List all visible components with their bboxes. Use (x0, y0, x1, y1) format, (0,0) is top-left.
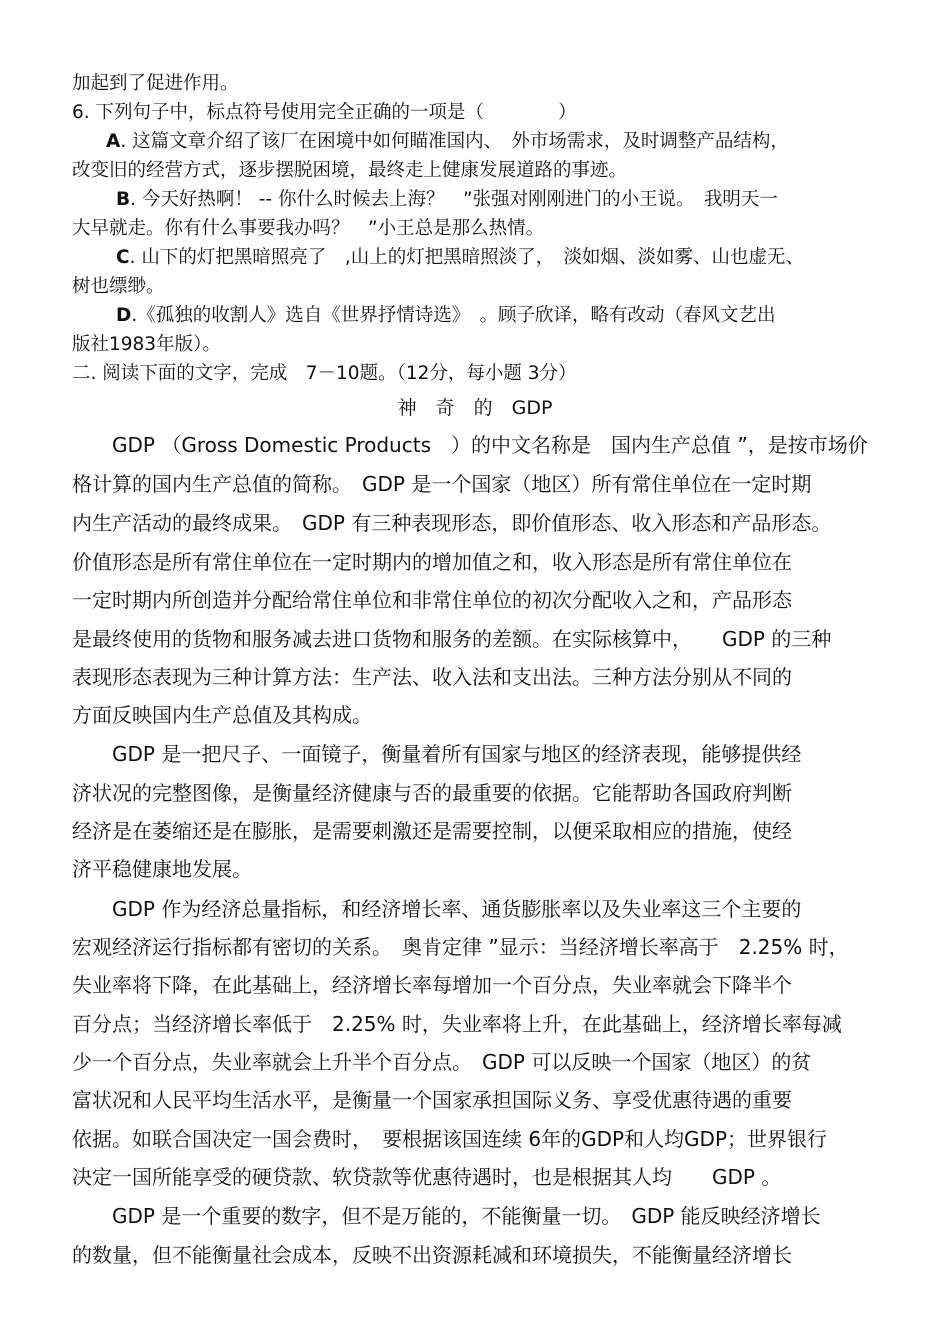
paragraph-4-line: 的数量，但不能衡量社会成本，反映不出资源耗减和环境损失，不能衡量经济增长 (72, 1243, 792, 1267)
option-b-line2: 大早就走。你有什么事要我办吗？ ”小王总是那么热情。 (72, 218, 545, 239)
option-c (116, 246, 804, 270)
paragraph-1-line: 是最终使用的货物和服务减去进口货物和服务的差额。在实际核算中， GDP 的三种 (72, 627, 832, 651)
option-a-line2: 改变旧的经营方式，逐步摆脱困境，最终走上健康发展道路的事迹。 (72, 160, 628, 181)
paragraph-1-line: 一定时期内所创造并分配给常住单位和非常住单位的初次分配收入之和，产品形态 (72, 588, 792, 612)
paragraph-2-line: GDP 是一把尺子、一面镜子，衡量着所有国家与地区的经济表现，能够提供经 (72, 742, 802, 766)
paragraph-2-line: 济状况的完整图像，是衡量经济健康与否的最重要的依据。它能帮助各国政府判断 (72, 781, 792, 805)
option-a-text: . 这篇文章介绍了该厂在困境中如何瞄准国内、 外市场需求，及时调整产品结构， (120, 131, 789, 152)
paragraph-3-line: 决定一国所能享受的硬贷款、软贷款等优惠待遇时，也是根据其人均 GDP 。 (72, 1165, 782, 1189)
option-c-letter: C (116, 247, 130, 268)
paragraph-1-line: 内生产活动的最终成果。 GDP 有三种表现形态，即价值形态、收入形态和产品形态。 (72, 511, 832, 535)
option-b-text: . 今天好热啊！ -- 你什么时候去上海？ ”张强对刚刚进门的小王说。 我明天一 (130, 189, 778, 210)
option-c-line2: 树也缥缈。 (72, 276, 165, 297)
option-c-text: . 山下的灯把黑暗照亮了 ,山上的灯把黑暗照淡了， 淡如烟、淡如雾、山也虚无、 (129, 247, 804, 268)
paragraph-1-line: 格计算的国内生产总值的简称。 GDP 是一个国家（地区）所有常住单位在一定时期 (72, 472, 812, 496)
option-d (116, 304, 776, 328)
paragraph-3-line: GDP 作为经济总量指标，和经济增长率、通货膨胀率以及失业率这三个主要的 (72, 897, 802, 921)
option-b (116, 188, 778, 212)
question-6-stem: 6. 下列句子中，标点符号使用完全正确的一项是（ ） (72, 102, 577, 123)
paragraph-1-line: 表现形态表现为三种计算方法：生产法、收入法和支出法。三种方法分别从不同的 (72, 665, 792, 689)
option-d-letter: D (116, 305, 132, 326)
paragraph-3-line: 依据。如联合国决定一国会费时， 要根据该国连续 6年的GDP和人均GDP；世界银行 (72, 1127, 827, 1151)
paragraph-4-line: GDP 是一个重要的数字，但不是万能的，不能衡量一切。 GDP 能反映经济增长 (72, 1204, 821, 1228)
option-a-letter: A (106, 131, 121, 152)
paragraph-3-line: 宏观经济运行指标都有密切的关系。 奥肯定律 ”显示：当经济增长率高于 2.25% 时， (72, 935, 849, 959)
option-d-line2: 版社1983年版）。 (72, 334, 221, 355)
paragraph-3-line: 少一个百分点，失业率就会上升半个百分点。 GDP 可以反映一个国家（地区）的贫 (72, 1050, 812, 1074)
option-b-letter: B (116, 189, 131, 210)
option-a (106, 130, 789, 154)
paragraph-3-line: 失业率将下降，在此基础上，经济增长率每增加一个百分点，失业率就会下降半个 (72, 973, 792, 997)
paragraph-1-line: 价值形态是所有常住单位在一定时期内的增加值之和，收入形态是所有常住单位在 (72, 550, 792, 574)
paragraph-1-line: 方面反映国内生产总值及其构成。 (72, 703, 372, 727)
paragraph-2-line: 济平稳健康地发展。 (72, 857, 252, 881)
option-d-text: .《孤独的收割人》选自《世界抒情诗选》 。顾子欣译，略有改动（春风文艺出 (131, 305, 776, 326)
paragraph-3-line: 百分点；当经济增长率低于 2.25% 时，失业率将上升，在此基础上，经济增长率每减 (72, 1012, 842, 1036)
paragraph-2-line: 经济是在萎缩还是在膨胀，是需要刺激还是需要控制，以便采取相应的措施，使经 (72, 819, 792, 843)
section-2-heading: 二. 阅读下面的文字，完成 7－10题。（12分，每小题 3分） (72, 363, 577, 384)
passage-title: 神 奇 的 GDP (397, 397, 553, 419)
q5-tail: 加起到了促进作用。 (72, 73, 239, 94)
paragraph-1-line: GDP （Gross Domestic Products ）的中文名称是 国内生产总值 ”，是按市场价 (72, 433, 868, 457)
paragraph-3-line: 富状况和人民平均生活水平，是衡量一个国家承担国际义务、享受优惠待遇的重要 (72, 1088, 792, 1112)
